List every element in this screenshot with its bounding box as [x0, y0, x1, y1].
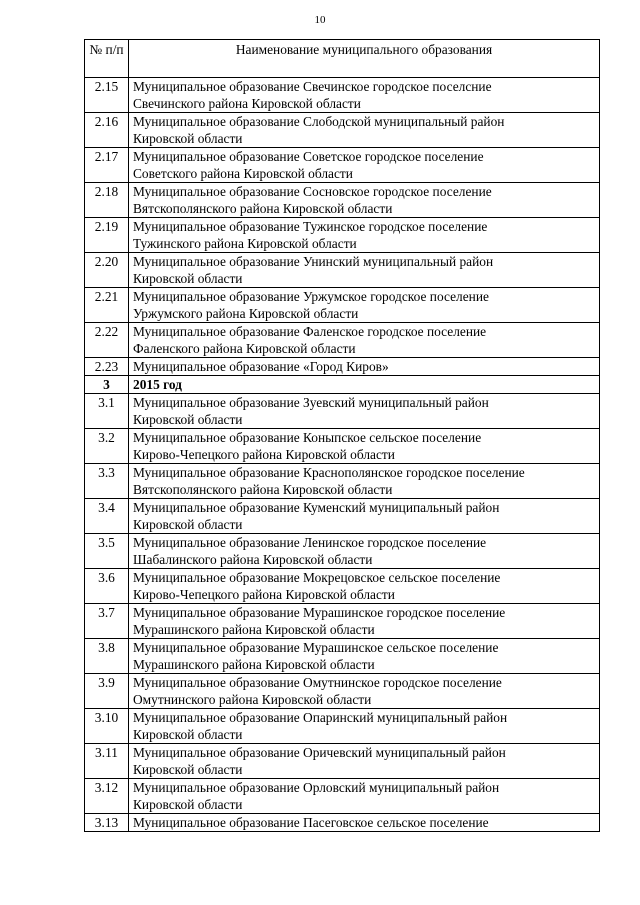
row-name [129, 218, 600, 253]
page-number: 10 [314, 14, 326, 26]
row-number: 2.22 [85, 323, 129, 358]
row-name-line: Муниципальное образование Ленинское городское поселение [133, 535, 487, 550]
row-name-line: Муниципальное образование Коныпское сельское поселение [133, 430, 482, 445]
row-name-line: Муниципальное образование Мурашинское городское поселение [133, 605, 506, 620]
table-row [85, 218, 600, 253]
row-number: 2.15 [85, 78, 129, 113]
row-number: 3 [85, 376, 129, 394]
row-name [129, 534, 600, 569]
row-name-line: Муниципальное образование Сосновское городское поселение [133, 184, 492, 199]
row-number: 3.13 [85, 814, 129, 832]
row-number: 2.17 [85, 148, 129, 183]
row-name-line: Свечинского района Кировской области [133, 96, 361, 111]
row-name [129, 253, 600, 288]
row-name-line: Фаленского района Кировской области [133, 341, 356, 356]
row-name [129, 183, 600, 218]
row-name-line: Тужинского района Кировской области [133, 236, 357, 251]
row-name-line: Муниципальное образование Оричевский муниципальный район [133, 745, 506, 760]
table-row [85, 288, 600, 323]
row-number: 2.20 [85, 253, 129, 288]
row-name [129, 78, 600, 113]
row-name [129, 464, 600, 499]
table-row [85, 779, 600, 814]
row-name-line: Муниципальное образование Слободской муниципальный район [133, 114, 505, 129]
table-row [85, 639, 600, 674]
table-row [85, 814, 600, 832]
row-name-line: Кирово-Чепецкого района Кировской области [133, 587, 395, 602]
row-name-line: Муниципальное образование Уржумское городское поселение [133, 289, 489, 304]
row-number: 2.18 [85, 183, 129, 218]
row-name-line: Муниципальное образование «Город Киров» [133, 359, 389, 374]
row-name-line: Муниципальное образование Фаленское городское поселение [133, 324, 487, 339]
row-name-line: Кировской области [133, 131, 243, 146]
table-row [85, 253, 600, 288]
row-name [129, 779, 600, 814]
row-number: 3.3 [85, 464, 129, 499]
row-name [129, 569, 600, 604]
table-row [85, 709, 600, 744]
row-name-line: Муниципальное образование Пасеговское сельское поселение [133, 815, 489, 830]
row-name [129, 674, 600, 709]
row-number: 3.4 [85, 499, 129, 534]
table-body [85, 78, 600, 832]
row-number: 3.8 [85, 639, 129, 674]
row-number: 3.7 [85, 604, 129, 639]
row-number: 2.19 [85, 218, 129, 253]
table-row [85, 429, 600, 464]
row-name-line: Муниципальное образование Куменский муниципальный район [133, 500, 500, 515]
row-name-line: Муниципальное образование Зуевский муниципальный район [133, 395, 489, 410]
table-row [85, 744, 600, 779]
table-row [85, 464, 600, 499]
row-name-line: Мурашинского района Кировской области [133, 657, 375, 672]
row-number: 3.10 [85, 709, 129, 744]
row-name-line: Муниципальное образование Тужинское городское поселение [133, 219, 488, 234]
row-name [129, 604, 600, 639]
row-name-line: Вятскополянского района Кировской области [133, 201, 393, 216]
row-name-line: Кировской области [133, 797, 243, 812]
row-number: 3.12 [85, 779, 129, 814]
row-name [129, 814, 600, 832]
municipalities-table [84, 39, 600, 832]
row-number: 2.21 [85, 288, 129, 323]
row-name-line: Омутнинского района Кировской области [133, 692, 372, 707]
row-name-line: Муниципальное образование Мурашинское сельское поселение [133, 640, 499, 655]
table-row [85, 183, 600, 218]
table-row [85, 499, 600, 534]
row-name-line: Кировской области [133, 517, 243, 532]
row-name [129, 499, 600, 534]
row-name [129, 376, 600, 394]
row-name-line: Муниципальное образование Мокрецовское сельское поселение [133, 570, 501, 585]
row-name-line: Вятскополянского района Кировской области [133, 482, 393, 497]
row-name-line: Кировской области [133, 727, 243, 742]
table-row [85, 323, 600, 358]
table-row [85, 394, 600, 429]
header-num-label: № п/п [89, 42, 124, 57]
row-name [129, 148, 600, 183]
row-name-line: Муниципальное образование Советское городское поселение [133, 149, 484, 164]
row-name-line: Кировской области [133, 271, 243, 286]
row-name-line: 2015 год [133, 377, 182, 392]
row-number: 3.5 [85, 534, 129, 569]
row-name-line: Мурашинского района Кировской области [133, 622, 375, 637]
row-number: 2.23 [85, 358, 129, 376]
table-row [85, 376, 600, 394]
row-name [129, 323, 600, 358]
header-name [129, 40, 600, 78]
row-name [129, 744, 600, 779]
row-number: 3.11 [85, 744, 129, 779]
row-name-line: Муниципальное образование Унинский муниципальный район [133, 254, 494, 269]
row-number: 3.6 [85, 569, 129, 604]
table-row [85, 148, 600, 183]
row-name [129, 394, 600, 429]
row-name-line: Кирово-Чепецкого района Кировской области [133, 447, 395, 462]
row-name-line: Уржумского района Кировской области [133, 306, 359, 321]
table-row [85, 604, 600, 639]
table-row [85, 78, 600, 113]
table-row [85, 113, 600, 148]
table-header-row [85, 40, 600, 78]
row-name [129, 639, 600, 674]
row-name [129, 288, 600, 323]
row-number: 3.9 [85, 674, 129, 709]
row-number: 2.16 [85, 113, 129, 148]
row-name-line: Муниципальное образование Орловский муниципальный район [133, 780, 500, 795]
row-number: 3.2 [85, 429, 129, 464]
row-name-line: Советского района Кировской области [133, 166, 353, 181]
table-row [85, 358, 600, 376]
table-row [85, 534, 600, 569]
row-name-line: Муниципальное образование Омутнинское городское поселение [133, 675, 502, 690]
row-name-line: Шабалинского района Кировской области [133, 552, 373, 567]
row-number: 3.1 [85, 394, 129, 429]
row-name-line: Муниципальное образование Опаринский муниципальный район [133, 710, 508, 725]
row-name [129, 358, 600, 376]
row-name-line: Кировской области [133, 762, 243, 777]
row-name [129, 429, 600, 464]
row-name [129, 709, 600, 744]
row-name-line: Муниципальное образование Свечинское городское поселсние [133, 79, 492, 94]
row-name [129, 113, 600, 148]
table-row [85, 674, 600, 709]
row-name-line: Кировской области [133, 412, 243, 427]
header-name-label: Наименование муниципального образования [235, 42, 493, 57]
row-name-line: Муниципальное образование Краснополянское городское поселение [133, 465, 525, 480]
header-num [85, 40, 129, 78]
table-row [85, 569, 600, 604]
